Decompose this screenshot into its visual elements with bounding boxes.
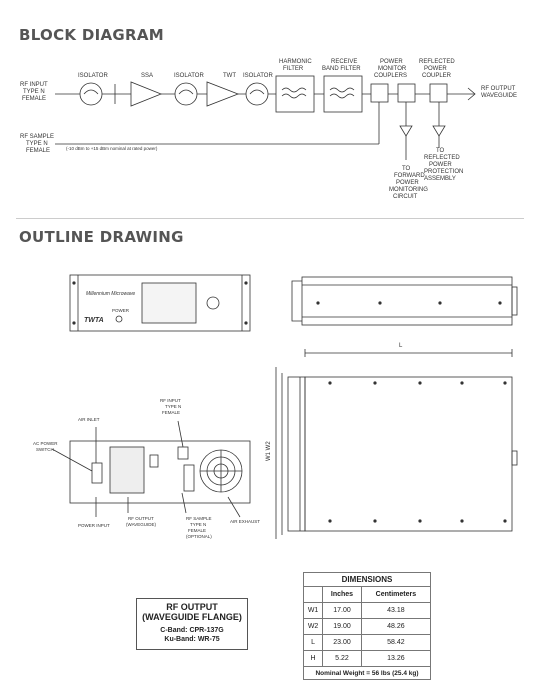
table-row	[304, 603, 431, 619]
sample-note: (-10 dBm to +15 dBm nominal at rated power)	[66, 146, 158, 151]
isolator-1-label: ISOLATOR	[78, 73, 108, 79]
outline-drawing	[0, 265, 547, 565]
nominal-weight: Nominal Weight = 56 lbs (25.4 kg)	[304, 667, 431, 680]
length-label: L	[399, 343, 403, 349]
rf-output-label: RF OUTPUT WAVEGUIDE	[481, 86, 518, 99]
waveguide-flange-title: (WAVEGUIDE FLANGE)	[142, 612, 242, 622]
c-band-spec: C-Band: CPR-137G	[160, 627, 224, 634]
harmonic-filter-label: HARMONIC FILTER	[279, 59, 312, 72]
receive-band-filter-label: RECEIVE BAND FILTER	[322, 59, 361, 72]
dim-cm: 13.26	[361, 651, 430, 667]
ssa-label: SSA	[141, 73, 154, 79]
table-row	[304, 635, 431, 651]
dim-inches: 17.00	[323, 603, 362, 619]
front-brand-label: TWTA	[84, 317, 104, 324]
dim-label: W1	[304, 603, 323, 619]
isolator-2-label: ISOLATOR	[174, 73, 204, 79]
outline-drawing-title: OUTLINE DRAWING	[19, 228, 184, 246]
rf-sample-label: RF SAMPLE TYPE N FEMALE	[20, 134, 55, 154]
isolator-3-label: ISOLATOR	[243, 73, 273, 79]
front-power-label: POWER	[112, 308, 130, 313]
width-label: W1 W2	[266, 441, 272, 461]
rf-input-label: RF INPUT TYPE N FEMALE	[20, 82, 48, 102]
twt-label: TWT	[223, 73, 236, 79]
dim-header-cm: Centimeters	[361, 587, 430, 603]
dim-cm: 48.26	[361, 619, 430, 635]
rear-rf-output-label: RF OUTPUT (WAVEGUIDE)	[126, 516, 156, 527]
power-monitor-label: POWER MONITOR COUPLERS	[374, 59, 408, 79]
ac-power-label: AC POWER SWITCH	[33, 441, 58, 452]
air-exhaust-label: AIR EXHAUST	[230, 519, 261, 524]
dim-label: H	[304, 651, 323, 667]
reflected-coupler-label: REFLECTED POWER COUPLER	[419, 59, 455, 79]
ku-band-spec: Ku-Band: WR-75	[164, 636, 220, 643]
dimensions-caption: DIMENSIONS	[304, 573, 431, 587]
forward-note: TO FORWARD POWER MONITORING CIRCUIT	[389, 166, 428, 200]
dim-label: W2	[304, 619, 323, 635]
dim-cm: 43.18	[361, 603, 430, 619]
dim-header-inches: Inches	[323, 587, 362, 603]
brand-logo-text: Millennium Microwave	[86, 291, 136, 297]
dim-label: L	[304, 635, 323, 651]
section-divider	[16, 218, 524, 219]
air-inlet-label: AIR INLET	[78, 417, 100, 422]
dim-header-empty	[304, 587, 323, 603]
rf-output-flange-box	[136, 598, 248, 650]
dim-inches: 19.00	[323, 619, 362, 635]
table-row	[304, 619, 431, 635]
reflected-note: TO REFLECTED POWER PROTECTION ASSEMBLY	[424, 148, 464, 182]
dim-cm: 58.42	[361, 635, 430, 651]
block-diagram-title: BLOCK DIAGRAM	[19, 26, 165, 44]
dim-inches: 5.22	[323, 651, 362, 667]
dimensions-table	[303, 572, 431, 680]
rf-output-title: RF OUTPUT	[166, 602, 218, 612]
dim-inches: 23.00	[323, 635, 362, 651]
rear-rf-sample-label: RF SAMPLE TYPE N FEMALE (OPTIONAL)	[186, 516, 212, 539]
rear-rf-input-label: RF INPUT TYPE N FEMALE	[160, 398, 182, 415]
table-row	[304, 651, 431, 667]
power-input-label: POWER INPUT	[78, 523, 110, 528]
